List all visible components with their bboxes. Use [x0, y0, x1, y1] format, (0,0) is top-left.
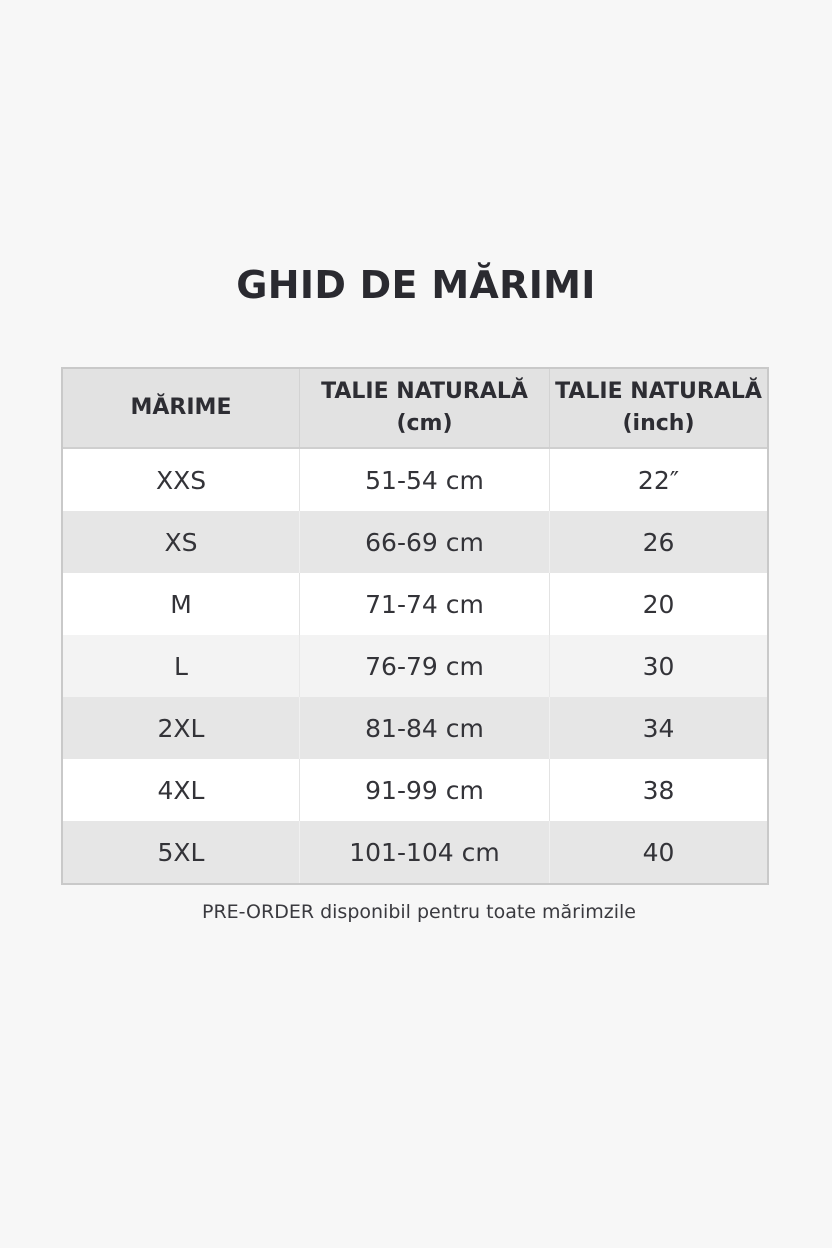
waist-inch-cell: 26 — [642, 527, 675, 557]
size-cell: XXS — [63, 449, 300, 511]
table-row — [63, 759, 767, 821]
header-waist-cm-label: TALIE NATURALĂ — [321, 379, 528, 404]
waist-inch-cell: 40 — [642, 837, 675, 867]
waist-cm-cell: 81-84 cm — [300, 697, 550, 759]
table-row — [63, 697, 767, 759]
header-waist-inch — [550, 369, 767, 447]
waist-cm-cell: 76-79 cm — [300, 635, 550, 697]
waist-inch-cell: 34 — [642, 713, 675, 743]
waist-cm-cell: 91-99 cm — [300, 759, 550, 821]
waist-inch-cell: 30 — [642, 651, 675, 681]
waist-inch-cell: 22″ — [637, 465, 680, 495]
size-cell: M — [63, 573, 300, 635]
size-cell: 5XL — [63, 821, 300, 883]
table-row — [63, 573, 767, 635]
table-row — [63, 821, 767, 883]
size-cell: L — [63, 635, 300, 697]
table-row — [63, 511, 767, 573]
waist-cm-cell: 101-104 cm — [300, 821, 550, 883]
page-title: GHID DE MĂRIMI — [236, 263, 596, 307]
table-row — [63, 635, 767, 697]
waist-inch-cell: 20 — [642, 589, 675, 619]
size-cell: 2XL — [63, 697, 300, 759]
waist-cm-cell: 51-54 cm — [300, 449, 550, 511]
pre-order-note: PRE-ORDER disponibil pentru toate mărimzile — [202, 901, 636, 923]
header-size-label: MĂRIME — [130, 395, 232, 420]
size-cell: XS — [63, 511, 300, 573]
waist-inch-cell: 38 — [642, 775, 675, 805]
table-header-row — [63, 369, 767, 449]
header-waist-cm — [300, 369, 550, 447]
size-chart-table — [61, 367, 769, 885]
header-waist-inch-unit: (inch) — [622, 411, 695, 436]
header-waist-cm-unit: (cm) — [396, 411, 453, 436]
header-waist-inch-label: TALIE NATURALĂ — [555, 379, 762, 404]
waist-cm-cell: 66-69 cm — [300, 511, 550, 573]
table-row — [63, 449, 767, 511]
size-cell: 4XL — [63, 759, 300, 821]
header-size — [63, 369, 300, 447]
waist-cm-cell: 71-74 cm — [300, 573, 550, 635]
